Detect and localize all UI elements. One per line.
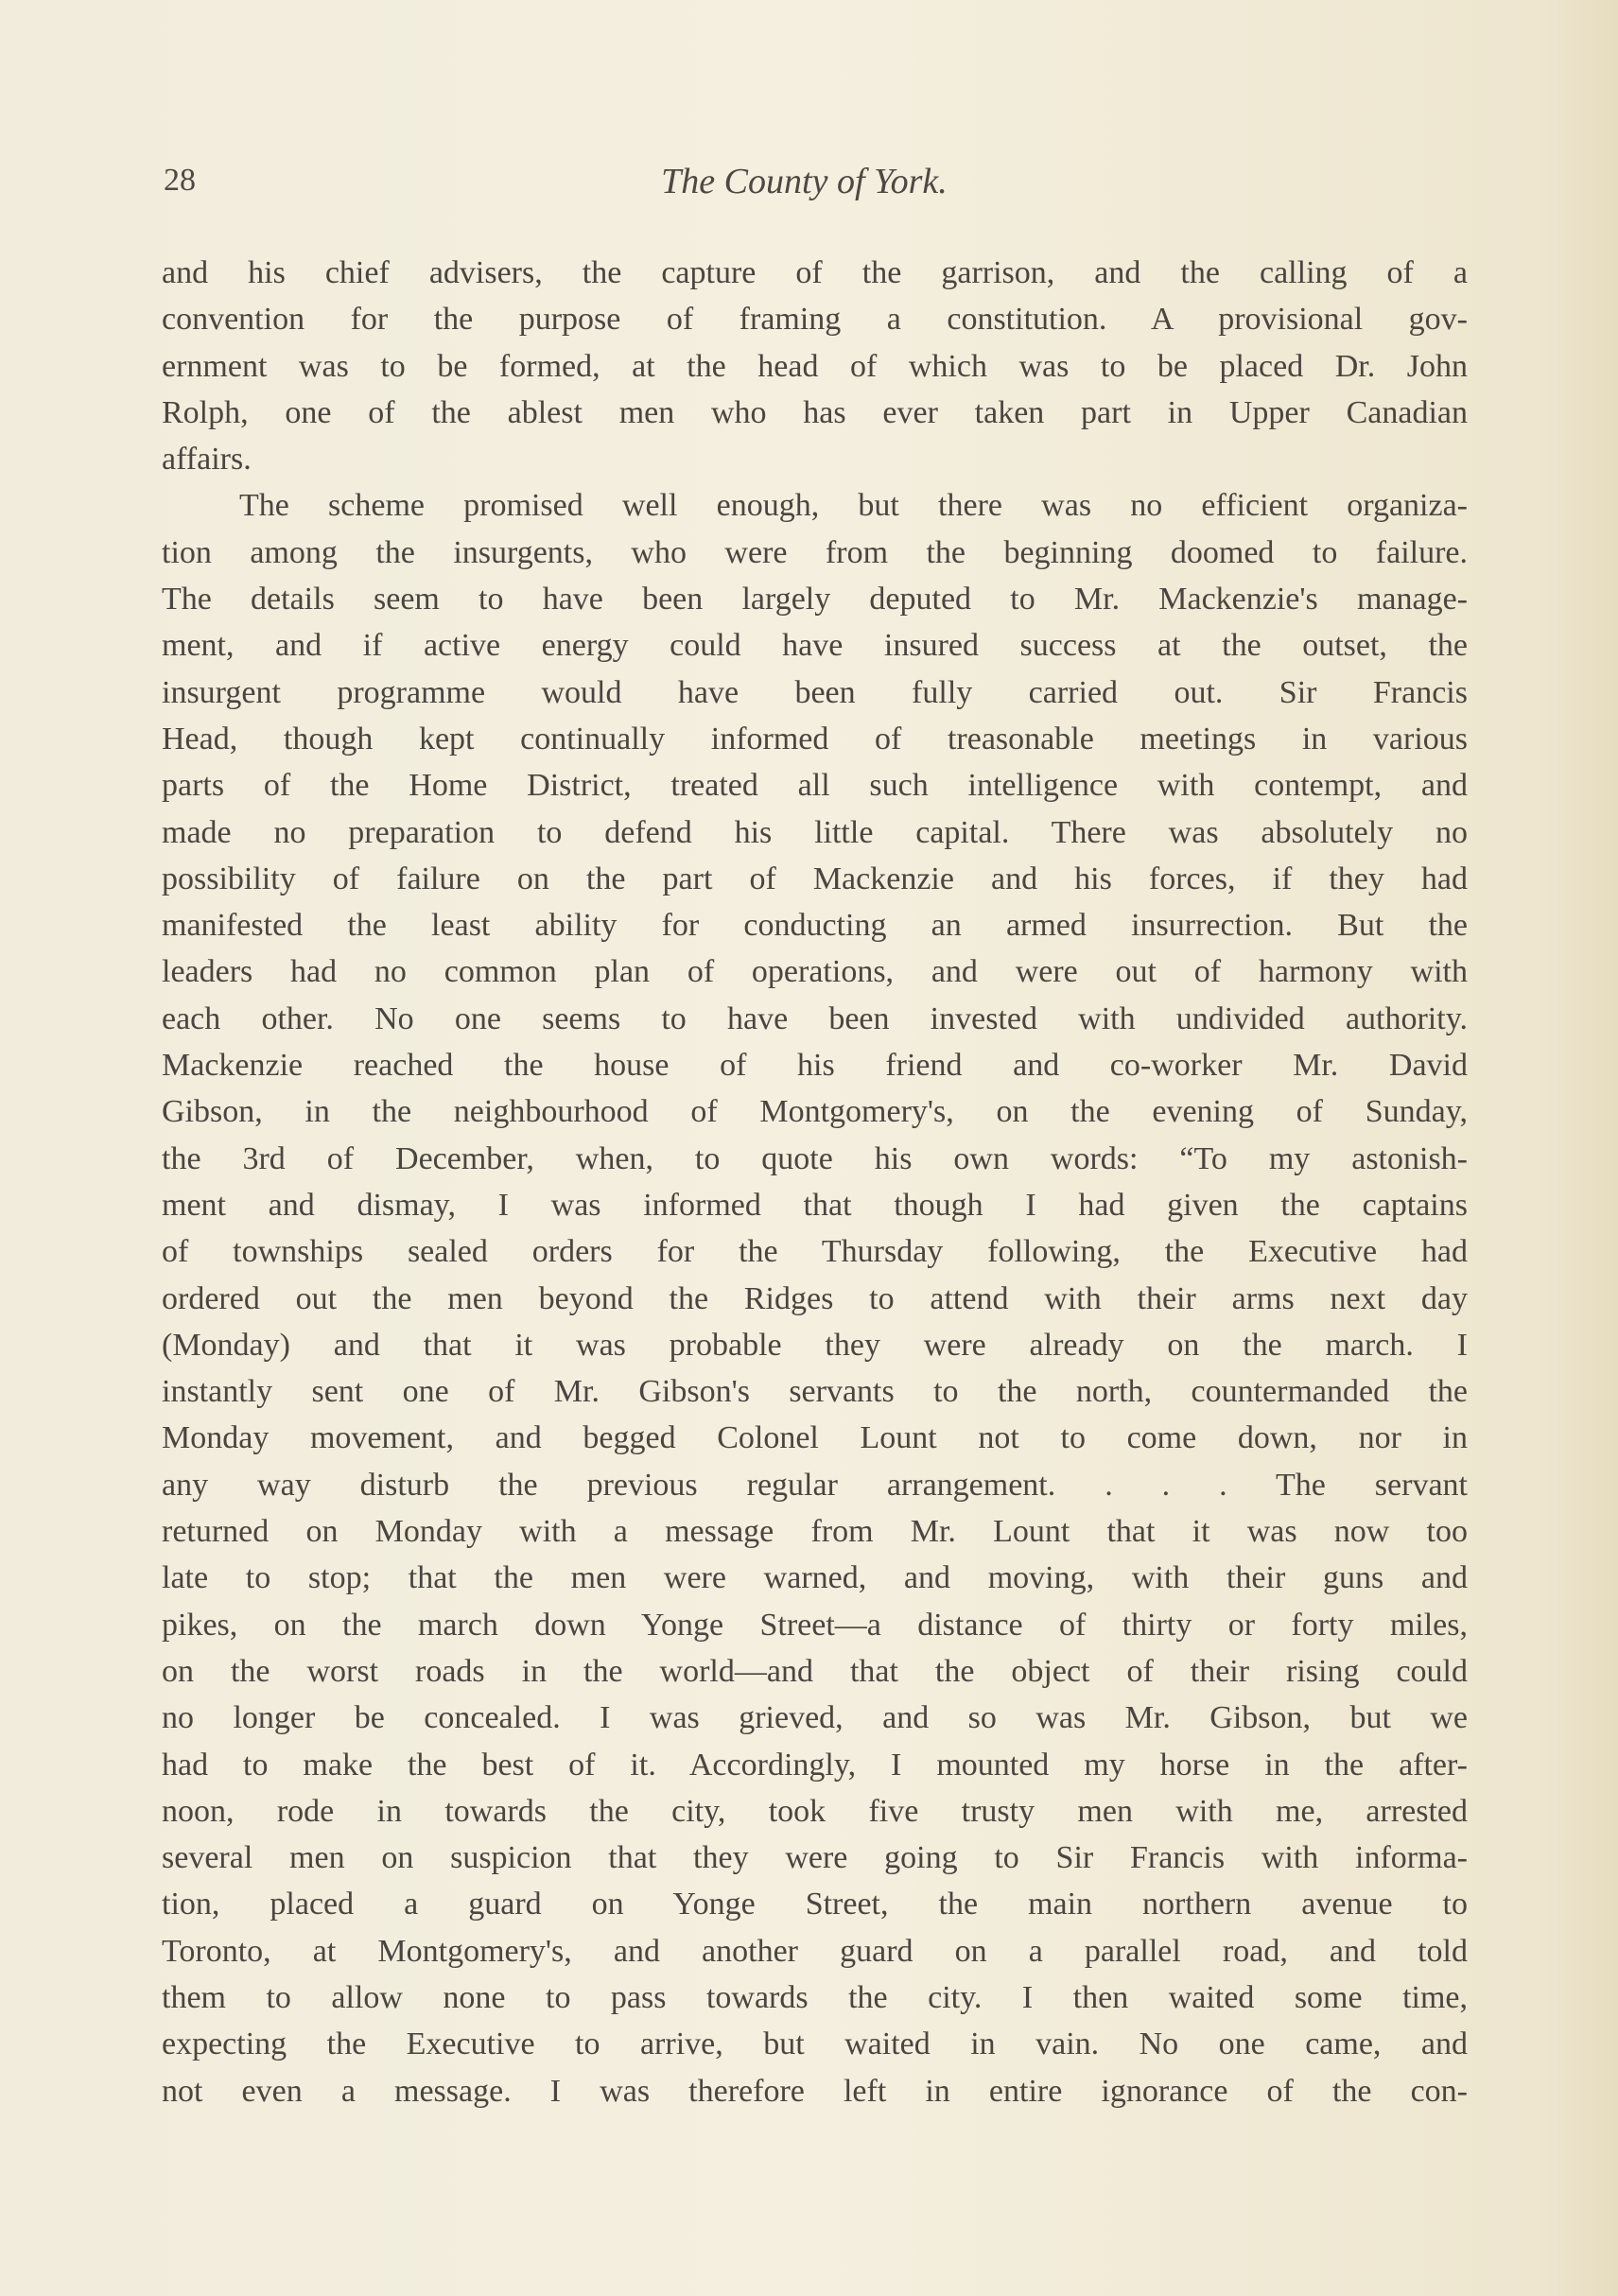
text-line: Monday movement, and begged Colonel Lount not to come down, nor in [162,1420,1468,1456]
running-head-title: The County of York. [661,162,948,201]
text-line: Rolph, one of the ablest men who has ever taken part in Upper Canadian [162,394,1468,430]
text-line: returned on Monday with a message from Mr. Lount that it was now too [162,1514,1468,1550]
text-line: expecting the Executive to arrive, but waited in vain. No one came, and [162,2026,1468,2062]
text-line: Toronto, at Montgomery's, and another guard on a parallel road, and told [162,1933,1468,1969]
text-line: instantly sent one of Mr. Gibson's servants to the north, countermanded the [162,1374,1468,1410]
text-line: Head, though kept continually informed of treasonable meetings in various [162,721,1468,757]
text-line: The scheme promised well enough, but there was no efficient organiza- [239,488,1468,524]
text-line: them to allow none to pass towards the city. I then waited some time, [162,1979,1468,2015]
text-line: convention for the purpose of framing a constitution. A provisional gov- [162,302,1468,338]
text-line: ernment was to be formed, at the head of which was to be placed Dr. John [162,348,1468,384]
text-line: noon, rode in towards the city, took five trusty men with me, arrested [162,1793,1468,1829]
running-head [0,161,1618,202]
text-line: The details seem to have been largely deputed to Mr. Mackenzie's manage- [162,582,1468,617]
text-line: not even a message. I was therefore left in entire ignorance of the con- [162,2073,1468,2109]
body-text [162,250,1468,2114]
text-line: Gibson, in the neighbourhood of Montgomery's, on the evening of Sunday, [162,1094,1468,1130]
text-line: made no preparation to defend his little capital. There was absolutely no [162,814,1468,850]
text-line: of townships sealed orders for the Thursday following, the Executive had [162,1234,1468,1270]
text-line: ordered out the men beyond the Ridges to attend with their arms next day [162,1280,1468,1316]
text-line: and his chief advisers, the capture of the garrison, and the calling of a [162,255,1468,290]
text-line: late to stop; that the men were warned, and moving, with their guns and [162,1560,1468,1596]
text-line: had to make the best of it. Accordingly, I mounted my horse in the after- [162,1747,1468,1783]
text-line: parts of the Home District, treated all such intelligence with contempt, and [162,768,1468,804]
text-line: each other. No one seems to have been invested with undivided authority. [162,1000,1468,1036]
text-line: pikes, on the march down Yonge Street—a distance of thirty or forty miles, [162,1607,1468,1643]
page-number: 28 [164,163,196,198]
text-line: any way disturb the previous regular arrangement. . . . The servant [162,1467,1468,1503]
text-line: tion, placed a guard on Yonge Street, the main northern avenue to [162,1887,1468,1922]
text-line: affairs. [162,442,252,478]
text-line: leaders had no common plan of operations, and were out of harmony with [162,954,1468,990]
text-line: the 3rd of December, when, to quote his own words: “To my astonish- [162,1140,1468,1176]
text-line: possibility of failure on the part of Mackenzie and his forces, if they had [162,861,1468,896]
text-line: manifested the least ability for conducting an armed insurrection. But the [162,908,1468,944]
text-line: insurgent programme would have been fully carried out. Sir Francis [162,674,1468,710]
text-line: tion among the insurgents, who were from the beginning doomed to failure. [162,534,1468,570]
text-line: no longer be concealed. I was grieved, and so was Mr. Gibson, but we [162,1700,1468,1736]
text-line: several men on suspicion that they were going to Sir Francis with informa- [162,1840,1468,1876]
text-line: (Monday) and that it was probable they were already on the march. I [162,1327,1468,1363]
text-line: on the worst roads in the world—and that the object of their rising could [162,1653,1468,1689]
text-line: ment and dismay, I was informed that though I had given the captains [162,1187,1468,1223]
text-line: ment, and if active energy could have insured success at the outset, the [162,628,1468,664]
text-line: Mackenzie reached the house of his friend and co-worker Mr. David [162,1048,1468,1084]
